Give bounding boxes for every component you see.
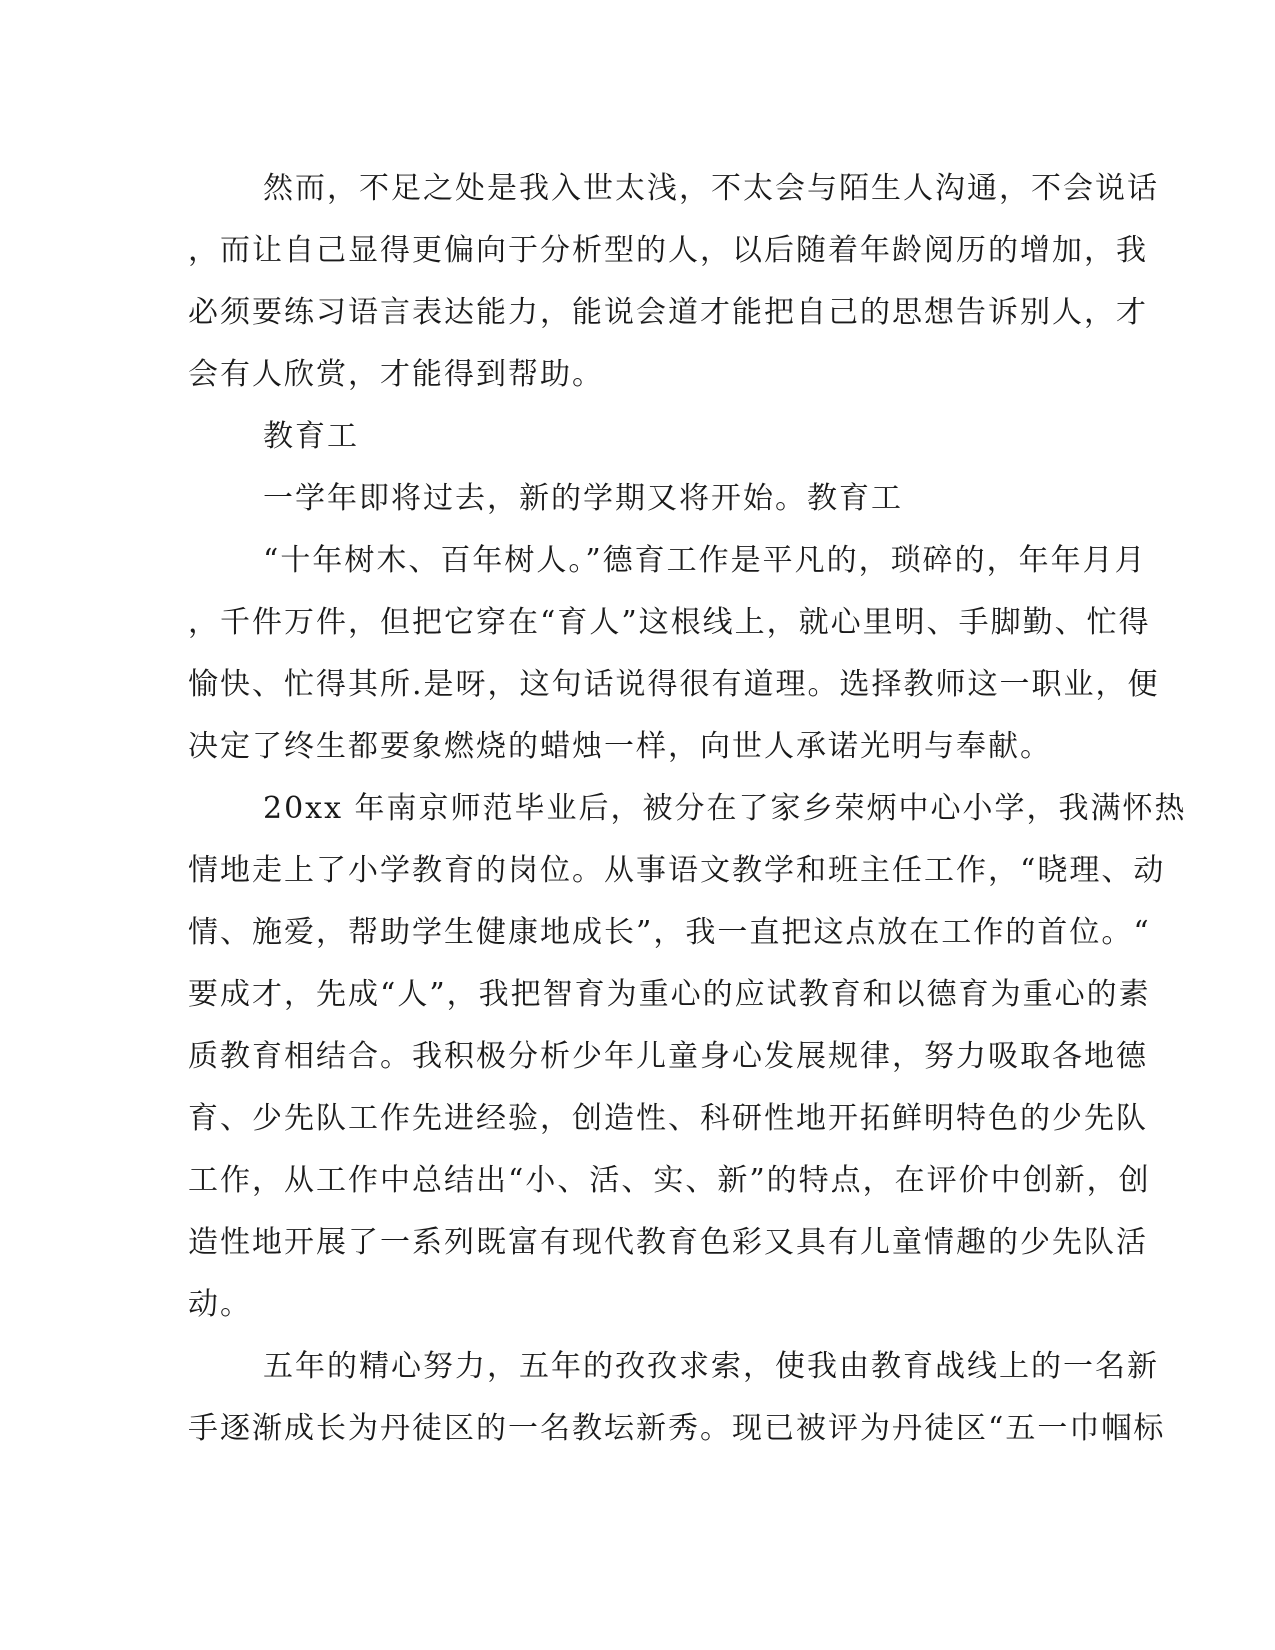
- text-line: 造性地开展了一系列既富有现代教育色彩又具有儿童情趣的少先队活: [188, 1225, 1148, 1260]
- text-line: 工作，从工作中总结出“小、活、实、新”的特点，在评价中创新，创: [188, 1163, 1151, 1198]
- text-line: 育、少先队工作先进经验，创造性、科研性地开拓鲜明特色的少先队: [188, 1101, 1148, 1136]
- text-line: 要成才，先成“人”，我把智育为重心的应试教育和以德育为重心的素: [188, 977, 1151, 1012]
- document-body: [188, 158, 1187, 1460]
- text-line: 情、施爱，帮助学生健康地成长”，我一直把这点放在工作的首位。“: [188, 915, 1151, 950]
- heading-line: 教育工: [263, 419, 359, 454]
- text-line: 五年的精心努力，五年的孜孜求索，使我由教育战线上的一名新: [263, 1349, 1159, 1384]
- text-line: 手逐渐成长为丹徒区的一名教坛新秀。现已被评为丹徒区“五一巾帼标: [188, 1411, 1166, 1446]
- text-line: 决定了终生都要象燃烧的蜡烛一样，向世人承诺光明与奉献。: [188, 729, 1052, 764]
- text-line: 一学年即将过去，新的学期又将开始。教育工: [263, 481, 903, 516]
- text-line: 必须要练习语言表达能力，能说会道才能把自己的思想告诉别人，才: [188, 295, 1148, 330]
- text-line: 愉快、忙得其所.是呀，这句话说得很有道理。选择教师这一职业，便: [188, 667, 1160, 702]
- text-line: 质教育相结合。我积极分析少年儿童身心发展规律，努力吸取各地德: [188, 1039, 1148, 1074]
- text-line: 然而，不足之处是我入世太浅，不太会与陌生人沟通，不会说话: [263, 171, 1159, 206]
- text-line: 20xx 年南京师范毕业后，被分在了家乡荣炳中心小学，我满怀热: [263, 791, 1187, 826]
- text-line: “十年树木、百年树人。”德育工作是平凡的，琐碎的，年年月月: [263, 543, 1147, 578]
- text-line: 动。: [188, 1287, 252, 1322]
- text-line: 会有人欣赏，才能得到帮助。: [188, 357, 604, 392]
- text-line: 情地走上了小学教育的岗位。从事语文教学和班主任工作，“晓理、动: [188, 853, 1166, 888]
- text-line: ，千件万件，但把它穿在“育人”这根线上，就心里明、手脚勤、忙得: [188, 605, 1151, 640]
- text-line: ，而让自己显得更偏向于分析型的人，以后随着年龄阅历的增加，我: [188, 233, 1148, 268]
